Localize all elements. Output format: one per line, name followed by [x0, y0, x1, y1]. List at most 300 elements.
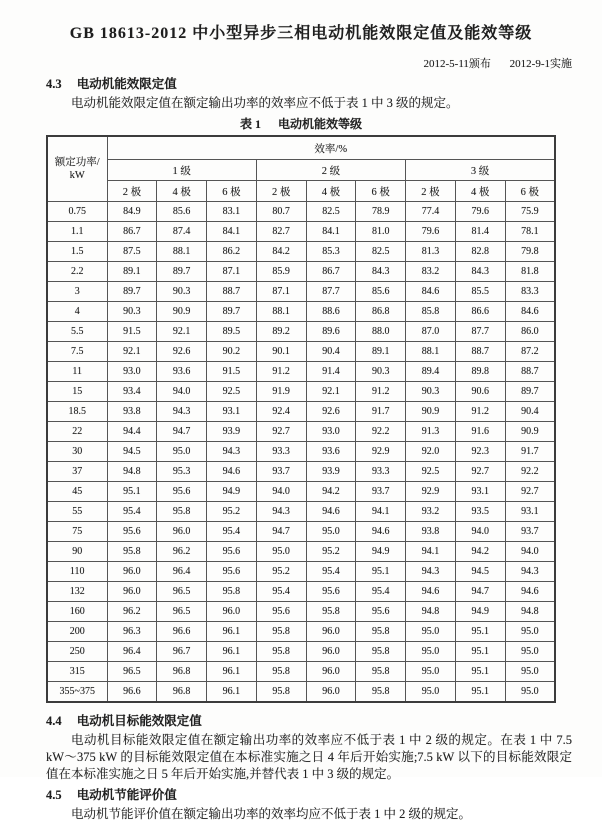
- pole-header: 6 极: [356, 181, 406, 202]
- efficiency-cell: 95.6: [207, 542, 257, 562]
- efficiency-cell: 91.2: [256, 362, 306, 382]
- efficiency-cell: 92.2: [505, 462, 555, 482]
- efficiency-cell: 96.0: [107, 582, 157, 602]
- rated-power-cell: 160: [47, 602, 107, 622]
- efficiency-cell: 95.6: [157, 482, 207, 502]
- efficiency-cell: 94.2: [455, 542, 505, 562]
- rated-power-cell: 1.5: [47, 242, 107, 262]
- efficiency-cell: 95.8: [256, 662, 306, 682]
- efficiency-cell: 95.6: [256, 602, 306, 622]
- table-row: [47, 202, 555, 222]
- efficiency-cell: 92.5: [207, 382, 257, 402]
- efficiency-cell: 93.4: [107, 382, 157, 402]
- efficiency-cell: 89.6: [306, 322, 356, 342]
- efficiency-cell: 93.3: [256, 442, 306, 462]
- table-row: [47, 562, 555, 582]
- efficiency-cell: 95.8: [356, 642, 406, 662]
- efficiency-cell: 86.6: [455, 302, 505, 322]
- efficiency-cell: 96.2: [157, 542, 207, 562]
- efficiency-cell: 86.7: [306, 262, 356, 282]
- efficiency-cell: 89.7: [107, 282, 157, 302]
- efficiency-cell: 81.8: [505, 262, 555, 282]
- efficiency-cell: 92.1: [157, 322, 207, 342]
- efficiency-cell: 94.6: [406, 582, 456, 602]
- efficiency-cell: 81.3: [406, 242, 456, 262]
- efficiency-cell: 91.7: [505, 442, 555, 462]
- efficiency-cell: 96.1: [207, 682, 257, 703]
- efficiency-cell: 95.0: [406, 682, 456, 703]
- efficiency-cell: 93.1: [207, 402, 257, 422]
- efficiency-cell: 89.1: [107, 262, 157, 282]
- efficiency-cell: 92.3: [455, 442, 505, 462]
- efficiency-cell: 94.6: [356, 522, 406, 542]
- efficiency-cell: 95.1: [107, 482, 157, 502]
- efficiency-cell: 89.7: [207, 302, 257, 322]
- efficiency-cell: 94.7: [455, 582, 505, 602]
- efficiency-cell: 77.4: [406, 202, 456, 222]
- efficiency-cell: 88.1: [157, 242, 207, 262]
- table-row: [47, 342, 555, 362]
- table-row: [47, 582, 555, 602]
- efficiency-cell: 89.5: [207, 322, 257, 342]
- rated-power-cell: 200: [47, 622, 107, 642]
- efficiency-cell: 90.4: [505, 402, 555, 422]
- efficiency-cell: 96.6: [107, 682, 157, 703]
- efficiency-cell: 82.8: [455, 242, 505, 262]
- efficiency-cell: 86.2: [207, 242, 257, 262]
- efficiency-cell: 95.8: [157, 502, 207, 522]
- rated-power-cell: 30: [47, 442, 107, 462]
- efficiency-cell: 83.3: [505, 282, 555, 302]
- section-4-3-number: 4.3: [46, 77, 62, 91]
- efficiency-cell: 96.0: [306, 662, 356, 682]
- section-4-5-heading: [46, 787, 602, 803]
- efficiency-cell: 89.2: [256, 322, 306, 342]
- efficiency-cell: 96.0: [306, 622, 356, 642]
- efficiency-cell: 94.3: [157, 402, 207, 422]
- efficiency-cell: 94.1: [356, 502, 406, 522]
- efficiency-cell: 92.7: [455, 462, 505, 482]
- table-row: [47, 362, 555, 382]
- pole-header: 4 极: [455, 181, 505, 202]
- efficiency-cell: 95.6: [207, 562, 257, 582]
- table-row: [47, 302, 555, 322]
- efficiency-cell: 94.4: [107, 422, 157, 442]
- efficiency-cell: 94.2: [306, 482, 356, 502]
- pole-header: 6 极: [505, 181, 555, 202]
- efficiency-cell: 94.6: [207, 462, 257, 482]
- efficiency-cell: 94.3: [207, 442, 257, 462]
- pole-header: 6 极: [207, 181, 257, 202]
- efficiency-cell: 95.4: [356, 582, 406, 602]
- efficiency-cell: 94.6: [505, 582, 555, 602]
- efficiency-cell: 95.8: [356, 682, 406, 703]
- section-4-5-title: 电动机节能评价值: [76, 788, 177, 802]
- efficiency-cell: 91.6: [455, 422, 505, 442]
- efficiency-cell: 94.3: [505, 562, 555, 582]
- publish-date-line: [0, 55, 602, 71]
- efficiency-cell: 82.5: [356, 242, 406, 262]
- efficiency-cell: 88.0: [356, 322, 406, 342]
- efficiency-cell: 93.9: [306, 462, 356, 482]
- section-4-3-title: 电动机能效限定值: [76, 77, 177, 91]
- table-row: [47, 502, 555, 522]
- efficiency-cell: 92.6: [306, 402, 356, 422]
- efficiency-cell: 96.0: [306, 682, 356, 703]
- efficiency-cell: 92.7: [505, 482, 555, 502]
- table-caption: [0, 115, 602, 132]
- efficiency-cell: 95.1: [455, 662, 505, 682]
- efficiency-cell: 96.5: [157, 582, 207, 602]
- efficiency-cell: 95.4: [107, 502, 157, 522]
- efficiency-cell: 88.7: [505, 362, 555, 382]
- efficiency-cell: 96.0: [157, 522, 207, 542]
- efficiency-cell: 90.1: [256, 342, 306, 362]
- rated-power-cell: 5.5: [47, 322, 107, 342]
- efficiency-cell: 92.0: [406, 442, 456, 462]
- efficiency-cell: 93.1: [505, 502, 555, 522]
- efficiency-cell: 96.8: [157, 682, 207, 703]
- efficiency-cell: 95.8: [107, 542, 157, 562]
- efficiency-cell: 83.2: [406, 262, 456, 282]
- efficiency-cell: 89.7: [505, 382, 555, 402]
- efficiency-cell: 96.5: [157, 602, 207, 622]
- rated-power-cell: 45: [47, 482, 107, 502]
- rated-power-cell: 22: [47, 422, 107, 442]
- efficiency-cell: 88.7: [207, 282, 257, 302]
- efficiency-header-row: [47, 136, 555, 160]
- efficiency-cell: 92.4: [256, 402, 306, 422]
- efficiency-cell: 95.8: [207, 582, 257, 602]
- efficiency-cell: 93.6: [157, 362, 207, 382]
- efficiency-cell: 95.8: [306, 602, 356, 622]
- rated-power-cell: 3: [47, 282, 107, 302]
- efficiency-cell: 96.8: [157, 662, 207, 682]
- efficiency-cell: 86.8: [356, 302, 406, 322]
- efficiency-cell: 94.0: [505, 542, 555, 562]
- efficiency-cell: 94.5: [107, 442, 157, 462]
- efficiency-cell: 93.1: [455, 482, 505, 502]
- efficiency-cell: 90.3: [107, 302, 157, 322]
- efficiency-cell: 88.6: [306, 302, 356, 322]
- rated-power-cell: 132: [47, 582, 107, 602]
- efficiency-cell: 90.2: [207, 342, 257, 362]
- efficiency-cell: 96.1: [207, 642, 257, 662]
- pole-header: 2 极: [107, 181, 157, 202]
- efficiency-cell: 87.7: [306, 282, 356, 302]
- efficiency-cell: 91.2: [455, 402, 505, 422]
- efficiency-cell: 94.8: [505, 602, 555, 622]
- efficiency-cell: 87.7: [455, 322, 505, 342]
- pole-header: 4 极: [157, 181, 207, 202]
- efficiency-cell: 85.3: [306, 242, 356, 262]
- efficiency-cell: 87.1: [256, 282, 306, 302]
- efficiency-cell: 91.2: [356, 382, 406, 402]
- efficiency-cell: 90.3: [406, 382, 456, 402]
- efficiency-cell: 94.0: [455, 522, 505, 542]
- efficiency-cell: 95.2: [306, 542, 356, 562]
- efficiency-cell: 96.0: [107, 562, 157, 582]
- efficiency-cell: 94.7: [157, 422, 207, 442]
- efficiency-cell: 93.8: [107, 402, 157, 422]
- efficiency-cell: 95.8: [256, 682, 306, 703]
- efficiency-cell: 85.5: [455, 282, 505, 302]
- efficiency-cell: 90.3: [356, 362, 406, 382]
- efficiency-cell: 81.4: [455, 222, 505, 242]
- pole-header: 2 极: [256, 181, 306, 202]
- efficiency-cell: 95.2: [207, 502, 257, 522]
- rated-power-cell: 75: [47, 522, 107, 542]
- efficiency-cell: 87.2: [505, 342, 555, 362]
- efficiency-cell: 84.1: [207, 222, 257, 242]
- efficiency-cell: 90.9: [406, 402, 456, 422]
- efficiency-cell: 80.7: [256, 202, 306, 222]
- efficiency-cell: 91.9: [256, 382, 306, 402]
- efficiency-cell: 86.0: [505, 322, 555, 342]
- rated-power-cell: 15: [47, 382, 107, 402]
- rated-power-cell: 7.5: [47, 342, 107, 362]
- table-row: [47, 542, 555, 562]
- table-row: [47, 662, 555, 682]
- efficiency-cell: 94.7: [256, 522, 306, 542]
- efficiency-cell: 92.9: [356, 442, 406, 462]
- efficiency-cell: 87.1: [207, 262, 257, 282]
- publish-date: 2012-5-11颁布: [423, 58, 491, 70]
- efficiency-cell: 95.8: [256, 622, 306, 642]
- efficiency-cell: 95.0: [505, 622, 555, 642]
- efficiency-cell: 93.3: [356, 462, 406, 482]
- section-4-5-number: 4.5: [46, 788, 62, 802]
- efficiency-cell: 96.1: [207, 622, 257, 642]
- rated-power-cell: 11: [47, 362, 107, 382]
- table-row: [47, 522, 555, 542]
- efficiency-cell: 90.9: [505, 422, 555, 442]
- efficiency-cell: 91.5: [107, 322, 157, 342]
- efficiency-cell: 95.6: [107, 522, 157, 542]
- rated-power-cell: 1.1: [47, 222, 107, 242]
- efficiency-cell: 87.5: [107, 242, 157, 262]
- efficiency-cell: 96.2: [107, 602, 157, 622]
- efficiency-cell: 79.6: [455, 202, 505, 222]
- efficiency-cell: 87.0: [406, 322, 456, 342]
- efficiency-cell: 93.6: [306, 442, 356, 462]
- efficiency-cell: 92.6: [157, 342, 207, 362]
- rated-power-label-line2: kW: [69, 170, 85, 181]
- efficiency-cell: 93.0: [107, 362, 157, 382]
- efficiency-cell: 94.9: [356, 542, 406, 562]
- rated-power-cell: 90: [47, 542, 107, 562]
- efficiency-cell: 91.7: [356, 402, 406, 422]
- efficiency-cell: 87.4: [157, 222, 207, 242]
- efficiency-cell: 95.4: [306, 562, 356, 582]
- efficiency-cell: 92.1: [107, 342, 157, 362]
- efficiency-cell: 95.0: [157, 442, 207, 462]
- efficiency-cell: 88.1: [256, 302, 306, 322]
- rated-power-cell: 250: [47, 642, 107, 662]
- efficiency-cell: 96.0: [306, 642, 356, 662]
- efficiency-cell: 94.3: [406, 562, 456, 582]
- efficiency-cell: 94.5: [455, 562, 505, 582]
- grade-2-header: 2 级: [256, 160, 405, 181]
- table-caption-label: 表 1: [239, 117, 261, 131]
- efficiency-cell: 84.3: [455, 262, 505, 282]
- efficiency-cell: 84.6: [505, 302, 555, 322]
- grade-3-header: 3 级: [406, 160, 555, 181]
- table-row: [47, 462, 555, 482]
- grade-header-row: [47, 160, 555, 181]
- table-body: [47, 202, 555, 703]
- rated-power-cell: 18.5: [47, 402, 107, 422]
- table-row: [47, 382, 555, 402]
- rated-power-cell: 110: [47, 562, 107, 582]
- efficiency-cell: 93.7: [356, 482, 406, 502]
- rated-power-header: [47, 136, 107, 202]
- efficiency-cell: 96.4: [107, 642, 157, 662]
- efficiency-header: 效率/%: [107, 136, 555, 160]
- efficiency-cell: 96.4: [157, 562, 207, 582]
- efficiency-cell: 92.2: [356, 422, 406, 442]
- implement-date: 2012-9-1实施: [509, 58, 572, 70]
- rated-power-label-line1: 额定功率/: [54, 157, 100, 168]
- efficiency-cell: 93.7: [505, 522, 555, 542]
- efficiency-cell: 85.8: [406, 302, 456, 322]
- efficiency-cell: 94.1: [406, 542, 456, 562]
- efficiency-cell: 96.1: [207, 662, 257, 682]
- efficiency-cell: 93.0: [306, 422, 356, 442]
- efficiency-cell: 95.1: [356, 562, 406, 582]
- efficiency-cell: 94.6: [306, 502, 356, 522]
- efficiency-cell: 94.0: [157, 382, 207, 402]
- table-row: [47, 602, 555, 622]
- section-4-3-heading: [46, 76, 602, 92]
- rated-power-cell: 37: [47, 462, 107, 482]
- efficiency-cell: 84.6: [406, 282, 456, 302]
- efficiency-cell: 93.8: [406, 522, 456, 542]
- table-row: [47, 402, 555, 422]
- efficiency-cell: 95.0: [505, 662, 555, 682]
- efficiency-cell: 95.0: [505, 682, 555, 703]
- efficiency-cell: 90.6: [455, 382, 505, 402]
- efficiency-cell: 85.9: [256, 262, 306, 282]
- table-row: [47, 482, 555, 502]
- efficiency-cell: 89.7: [157, 262, 207, 282]
- section-4-5-body: 电动机节能评价值在额定输出功率的效率均应不低于表 1 中 2 级的规定。: [71, 807, 472, 821]
- section-4-4-heading: [46, 713, 602, 729]
- efficiency-cell: 95.3: [157, 462, 207, 482]
- efficiency-cell: 85.6: [356, 282, 406, 302]
- efficiency-cell: 89.1: [356, 342, 406, 362]
- efficiency-cell: 95.8: [356, 622, 406, 642]
- rated-power-cell: 2.2: [47, 262, 107, 282]
- efficiency-cell: 95.8: [356, 662, 406, 682]
- efficiency-cell: 84.2: [256, 242, 306, 262]
- efficiency-cell: 95.4: [207, 522, 257, 542]
- efficiency-cell: 92.7: [256, 422, 306, 442]
- rated-power-cell: 315: [47, 662, 107, 682]
- table-row: [47, 442, 555, 462]
- table-caption-title: 电动机能效等级: [278, 117, 363, 131]
- table-row: [47, 622, 555, 642]
- efficiency-cell: 95.0: [406, 622, 456, 642]
- table-row: [47, 262, 555, 282]
- rated-power-cell: 55: [47, 502, 107, 522]
- table-row: [47, 682, 555, 703]
- efficiency-cell: 94.9: [207, 482, 257, 502]
- efficiency-cell: 95.0: [505, 642, 555, 662]
- efficiency-cell: 95.6: [356, 602, 406, 622]
- efficiency-cell: 95.4: [256, 582, 306, 602]
- table-row: [47, 322, 555, 342]
- efficiency-cell: 91.5: [207, 362, 257, 382]
- efficiency-cell: 93.9: [207, 422, 257, 442]
- section-4-3-body: 电动机能效限定值在额定输出功率的效率应不低于表 1 中 3 级的规定。: [71, 96, 459, 110]
- efficiency-cell: 94.8: [406, 602, 456, 622]
- efficiency-cell: 84.1: [306, 222, 356, 242]
- efficiency-cell: 91.3: [406, 422, 456, 442]
- efficiency-cell: 96.7: [157, 642, 207, 662]
- efficiency-cell: 92.5: [406, 462, 456, 482]
- efficiency-cell: 85.6: [157, 202, 207, 222]
- efficiency-cell: 88.1: [406, 342, 456, 362]
- rated-power-cell: 4: [47, 302, 107, 322]
- grade-1-header: 1 级: [107, 160, 256, 181]
- efficiency-cell: 93.2: [406, 502, 456, 522]
- efficiency-cell: 86.7: [107, 222, 157, 242]
- efficiency-cell: 91.4: [306, 362, 356, 382]
- section-4-4-number: 4.4: [46, 714, 62, 728]
- efficiency-cell: 89.8: [455, 362, 505, 382]
- efficiency-cell: 92.1: [306, 382, 356, 402]
- doc-title: GB 18613-2012 中小型异步三相电动机能效限定值及能效等级: [69, 25, 533, 42]
- efficiency-cell: 95.2: [256, 562, 306, 582]
- efficiency-cell: 90.3: [157, 282, 207, 302]
- table-row: [47, 422, 555, 442]
- efficiency-cell: 90.9: [157, 302, 207, 322]
- efficiency-cell: 95.0: [306, 522, 356, 542]
- efficiency-cell: 84.9: [107, 202, 157, 222]
- efficiency-cell: 94.3: [256, 502, 306, 522]
- rated-power-cell: 0.75: [47, 202, 107, 222]
- table-row: [47, 242, 555, 262]
- efficiency-cell: 75.9: [505, 202, 555, 222]
- efficiency-cell: 89.4: [406, 362, 456, 382]
- efficiency-table: [46, 135, 556, 703]
- efficiency-cell: 90.4: [306, 342, 356, 362]
- efficiency-cell: 78.1: [505, 222, 555, 242]
- efficiency-cell: 94.8: [107, 462, 157, 482]
- efficiency-cell: 78.9: [356, 202, 406, 222]
- efficiency-cell: 83.1: [207, 202, 257, 222]
- pole-header: 2 极: [406, 181, 456, 202]
- efficiency-cell: 93.5: [455, 502, 505, 522]
- efficiency-cell: 95.1: [455, 642, 505, 662]
- table-row: [47, 222, 555, 242]
- section-4-4-title: 电动机目标能效限定值: [76, 714, 202, 728]
- efficiency-cell: 94.9: [455, 602, 505, 622]
- efficiency-cell: 92.9: [406, 482, 456, 502]
- efficiency-cell: 96.5: [107, 662, 157, 682]
- pole-header: 4 极: [306, 181, 356, 202]
- efficiency-cell: 82.5: [306, 202, 356, 222]
- efficiency-cell: 82.7: [256, 222, 306, 242]
- pole-header-row: [47, 181, 555, 202]
- efficiency-cell: 96.6: [157, 622, 207, 642]
- efficiency-cell: 95.1: [455, 622, 505, 642]
- rated-power-cell: 355~375: [47, 682, 107, 703]
- efficiency-cell: 94.0: [256, 482, 306, 502]
- efficiency-cell: 96.0: [207, 602, 257, 622]
- efficiency-cell: 95.0: [406, 662, 456, 682]
